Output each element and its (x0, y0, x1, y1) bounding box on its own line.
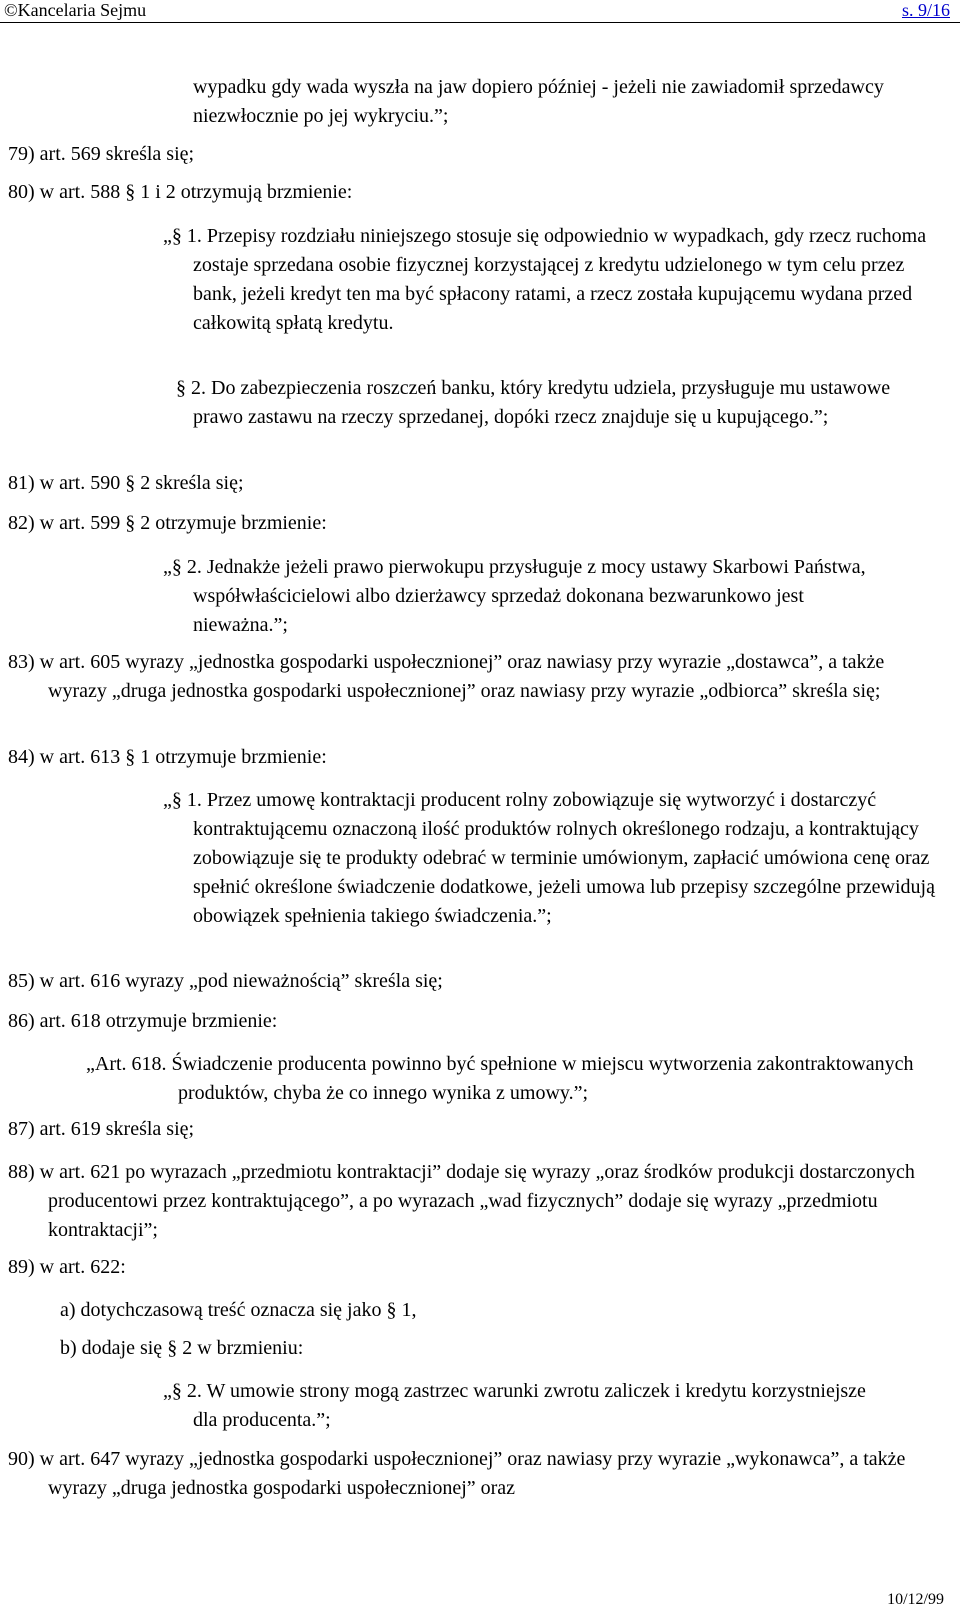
header-source: ©Kancelaria Sejmu (4, 0, 147, 20)
quote-613-par-1: „§ 1. Przez umowę kontraktacji producent rolny zobowiązuje się wytworzyć i dostarczyć kontraktującemu oznaczoną ilość produktów rolnych określonego rodzaju, a kontraktujący zobowiązuje się te produkty odebrać w terminie umówionym, zapłacić umówiona cenę oraz spełnić określone świadczenie dodatkowe, jeżeli umowa lub przepisy szczególne przewidują obowiązek spełnienia takiego świadczenia.”; (163, 789, 935, 927)
item-81: 81) w art. 590 § 2 skreśla się; (8, 472, 244, 494)
quote-art-618: „Art. 618. Świadczenie producenta powinno być spełnione w miejscu wytworzenia zakontraktowanych produktów, chyba że co innego wynika z umowy.”; (86, 1053, 914, 1104)
item-89-a: a) dotychczasową treść oznacza się jako § 1, (60, 1299, 417, 1321)
footer-code: 10/12/99 (887, 1591, 944, 1608)
item-84: 84) w art. 613 § 1 otrzymuje brzmienie: (8, 746, 327, 768)
quote-588-par-1: „§ 1. Przepisy rozdziału niniejszego stosuje się odpowiednio w wypadkach, gdy rzecz ruchoma zostaje sprzedana osobie fizycznej korzystającej z kredytu udzielonego w tym celu przez bank, jeżeli kredyt ten ma być spłacony ratami, a rzecz została kupującemu wydana przed całkowitą spłatą kredytu. (163, 225, 927, 334)
item-79: 79) art. 569 skreśla się; (8, 143, 195, 165)
item-89-b: b) dodaje się § 2 w brzmieniu: (60, 1337, 304, 1359)
item-87: 87) art. 619 skreśla się; (8, 1118, 195, 1140)
item-85: 85) w art. 616 wyrazy „pod nieważnością” skreśla się; (8, 970, 443, 992)
quote-622-par-2: „§ 2. W umowie strony mogą zastrzec warunki zwrotu zaliczek i kredytu korzystniejsze dla producenta.”; (163, 1380, 866, 1431)
quote-599-par-2: „§ 2. Jednakże jeżeli prawo pierwokupu przysługuje z mocy ustawy Skarbowi Państwa, współwłaścicielowi albo dzierżawcy sprzedaż dokonana bezwarunkowo jest nieważna.”; (163, 556, 866, 636)
item-82: 82) w art. 599 § 2 otrzymuje brzmienie: (8, 512, 327, 534)
item-83: 83) w art. 605 wyrazy „jednostka gospodarki uspołecznionej” oraz nawiasy przy wyrazie „dostawca”, a także wyrazy „druga jednostka gospodarki uspołecznionej” oraz nawiasy przy wyrazie „odbiorca” skreśla się; (8, 651, 885, 702)
item-88: 88) w art. 621 po wyrazach „przedmiotu kontraktacji” dodaje się wyrazy „oraz środków produkcji dostarczonych producentowi przez kontraktującego”, a po wyrazach „wad fizycznych” dodaje się wyrazy „przedmiotu kontraktacji”; (8, 1161, 915, 1241)
page-number-link[interactable]: s. 9/16 (901, 0, 950, 20)
item-80: 80) w art. 588 § 1 i 2 otrzymują brzmienie: (8, 181, 353, 203)
item-89: 89) w art. 622: (8, 1256, 126, 1278)
item-90: 90) w art. 647 wyrazy „jednostka gospodarki uspołecznionej” oraz nawiasy przy wyrazie „wykonawca”, a także wyrazy „druga jednostka gospodarki uspołecznionej” oraz (8, 1448, 906, 1499)
quote-588-par-2: § 2. Do zabezpieczenia roszczeń banku, który kredytu udziela, przysługuje mu ustawowe prawo zastawu na rzeczy sprzedanej, dopóki rzecz znajduje się u kupującego.”; (176, 377, 891, 428)
paragraph-continuation: wypadku gdy wada wyszła na jaw dopiero później - jeżeli nie zawiadomił sprzedawcy niezwłocznie po jej wykryciu.”; (193, 76, 884, 127)
item-86: 86) art. 618 otrzymuje brzmienie: (8, 1010, 278, 1032)
page-header (0, 0, 960, 23)
